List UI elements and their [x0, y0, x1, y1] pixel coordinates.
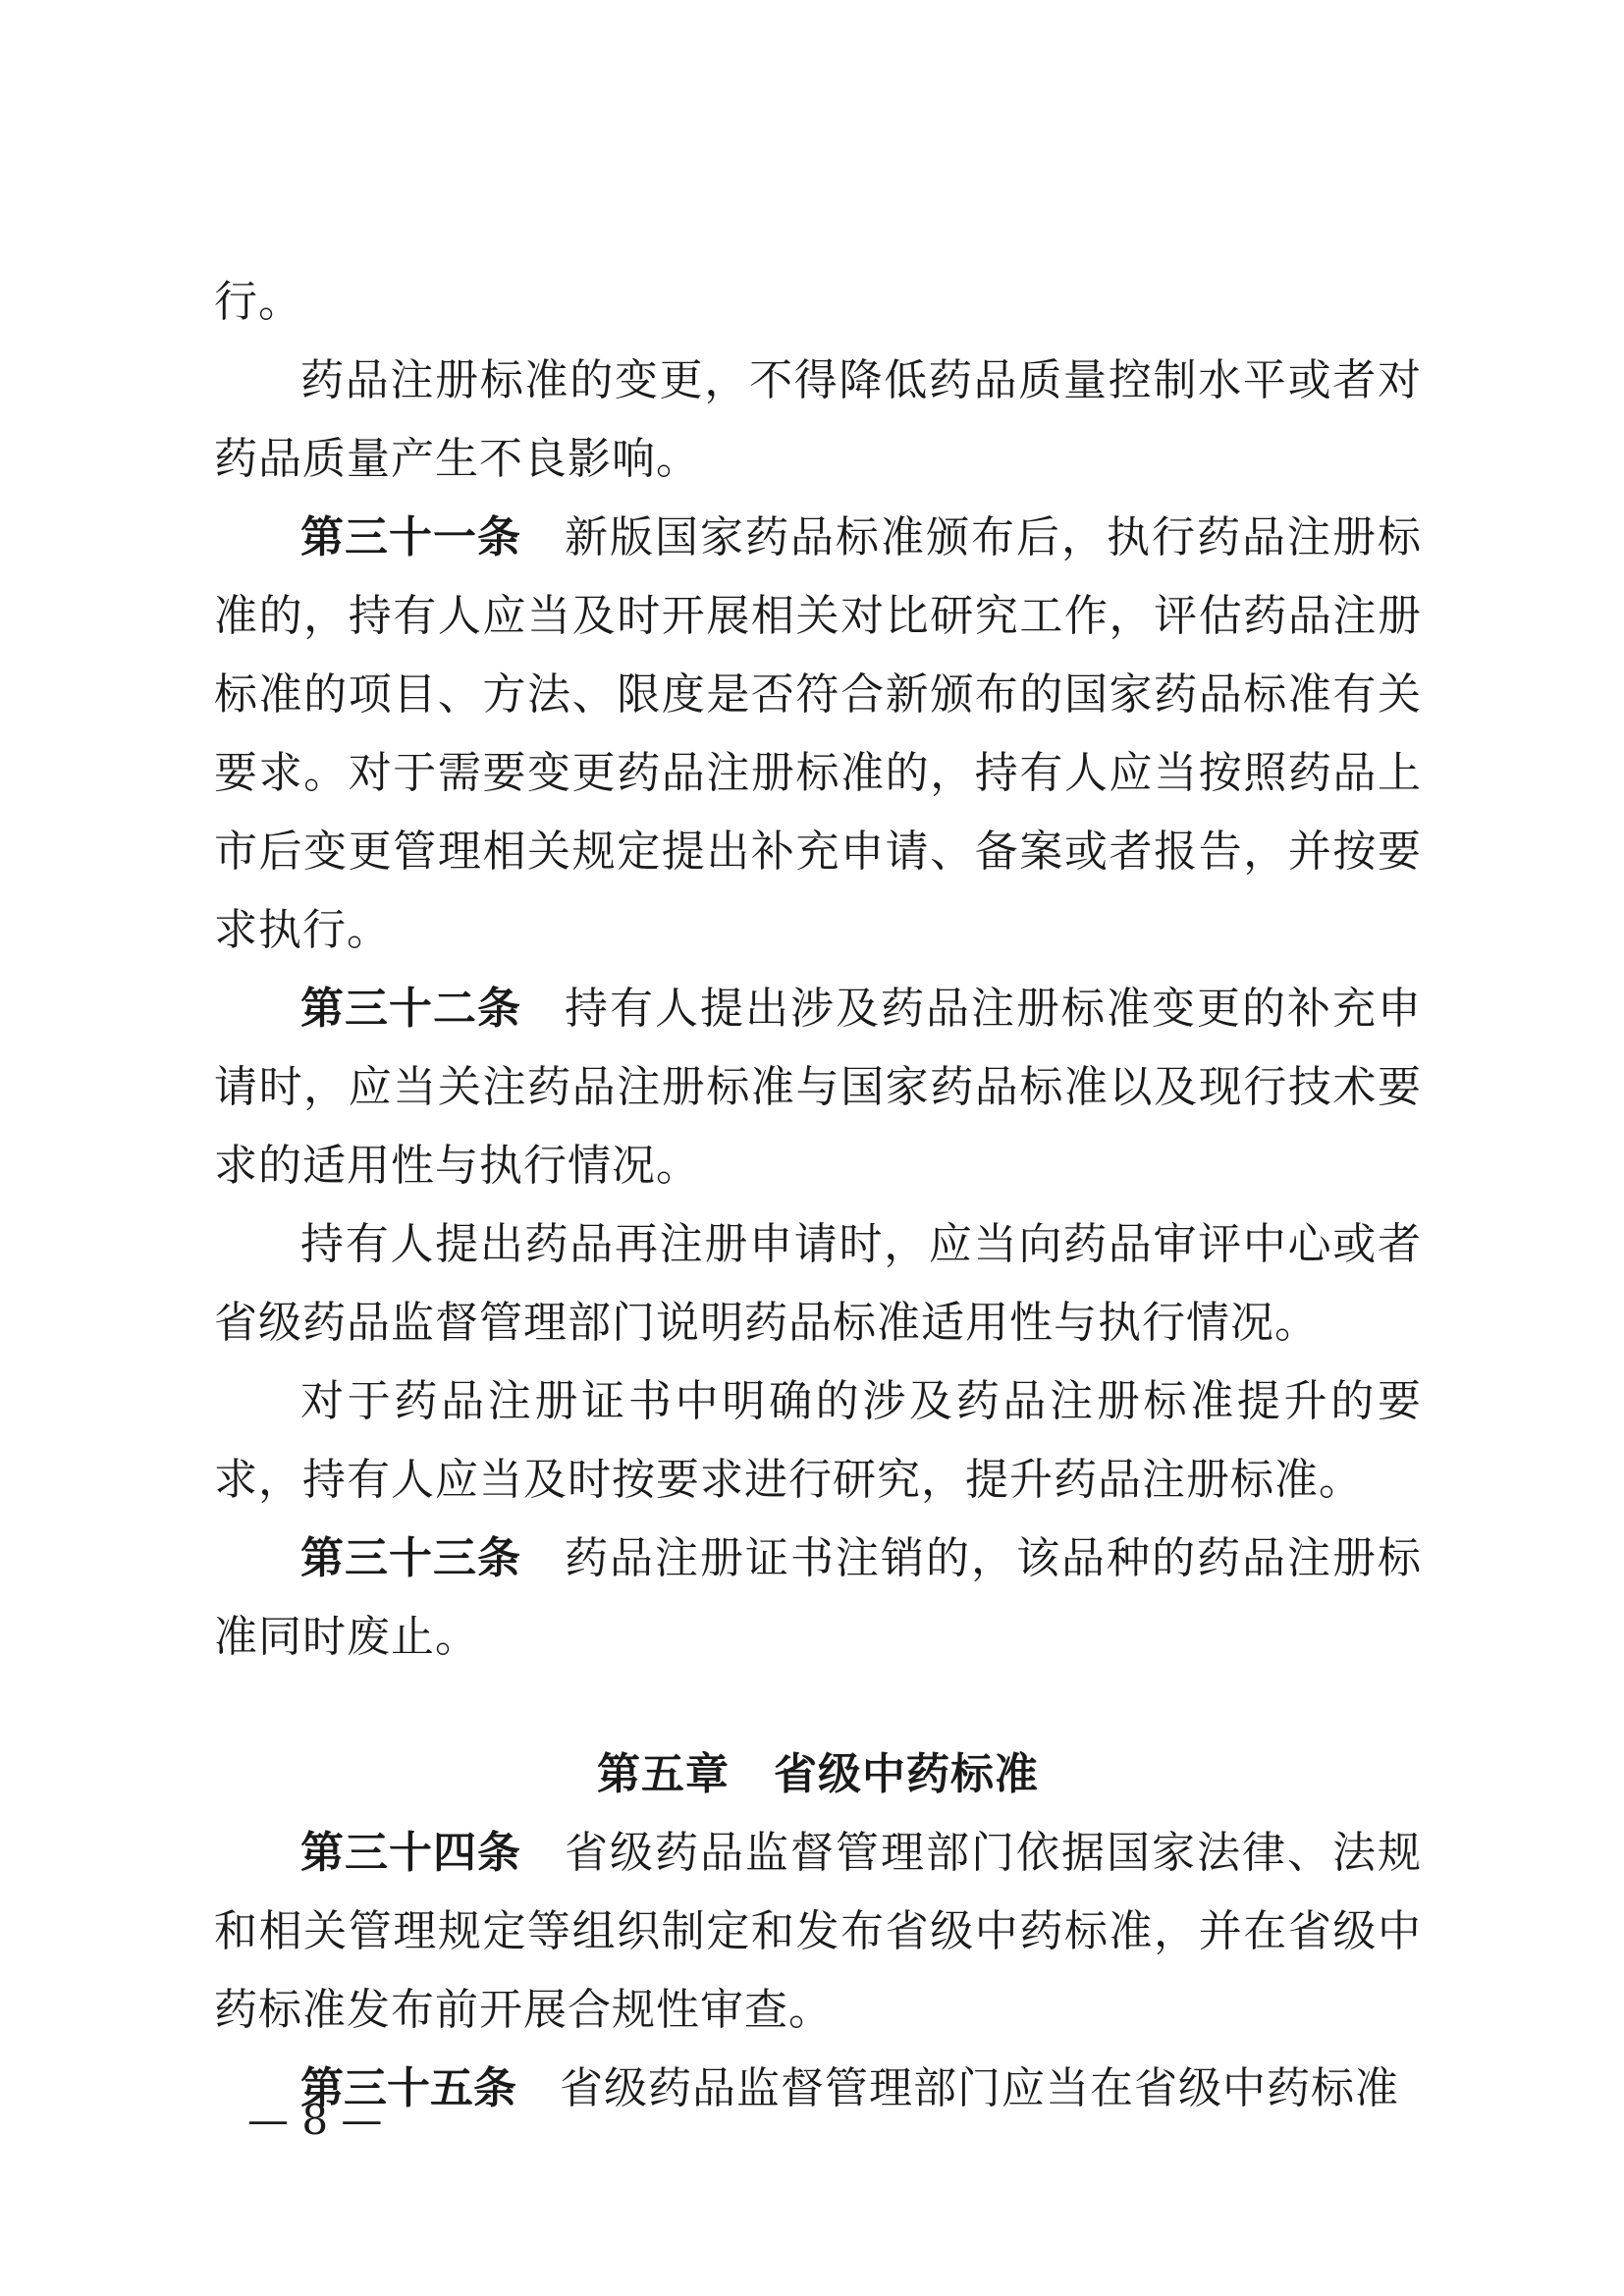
section-before-chapter: [214, 263, 1422, 1677]
article-number: 第三十二条: [300, 984, 521, 1034]
page-number: — 8 —: [247, 2096, 383, 2144]
paragraph: [214, 2050, 1422, 2128]
chapter-title: 第五章 省级中药标准: [597, 1749, 1039, 1799]
article-number: 第三十一条: [300, 512, 521, 562]
paragraph: [214, 1362, 1422, 1520]
paragraph-text: 行。: [214, 277, 302, 327]
paragraph-text: 对于药品注册证书中明确的涉及药品注册标准提升的要求，持有人应当及时按要求进行研究，提升药品注册标准。: [214, 1376, 1422, 1505]
paragraph: [214, 263, 1422, 342]
paragraph-text: 持有人提出涉及药品注册标准变更的补充申请时，应当关注药品注册标准与国家药品标准以及现行技术要求的适用性与执行情况。: [214, 984, 1422, 1191]
section-after-chapter: [214, 1814, 1422, 2128]
paragraph-text: 省级药品监督管理部门应当在省级中药标准: [560, 2063, 1399, 2113]
article-number: 第三十四条: [300, 1828, 521, 1878]
article-number: 第三十五条: [300, 2063, 516, 2113]
paragraph-text: 持有人提出药品再注册申请时，应当向药品审评中心或者省级药品监督管理部门说明药品标准适用性与执行情况。: [214, 1219, 1422, 1348]
paragraph: [214, 1814, 1422, 2050]
paragraph-text: 药品注册证书注销的，该品种的药品注册标准同时废止。: [214, 1533, 1422, 1662]
paragraph: [214, 499, 1422, 970]
document-body: [214, 263, 1422, 2128]
paragraph: [214, 970, 1422, 1205]
paragraph: [214, 342, 1422, 499]
paragraph: [214, 1205, 1422, 1362]
article-number: 第三十三条: [300, 1533, 521, 1583]
paragraph-text: 药品注册标准的变更，不得降低药品质量控制水平或者对药品质量产生不良影响。: [214, 355, 1422, 484]
paragraph-text: 新版国家药品标准颁布后，执行药品注册标准的，持有人应当及时开展相关对比研究工作，评估药品注册标准的项目、方法、限度是否符合新颁布的国家药品标准有关要求。对于需要变更药品注册标准的，持有人应当按照药品上市后变更管理相关规定提出补充申请、备案或者报告，并按要求执行。: [214, 512, 1422, 955]
paragraph-text: 省级药品监督管理部门依据国家法律、法规和相关管理规定等组织制定和发布省级中药标准，并在省级中药标准发布前开展合规性审查。: [214, 1828, 1422, 2035]
paragraph: [214, 1520, 1422, 1677]
